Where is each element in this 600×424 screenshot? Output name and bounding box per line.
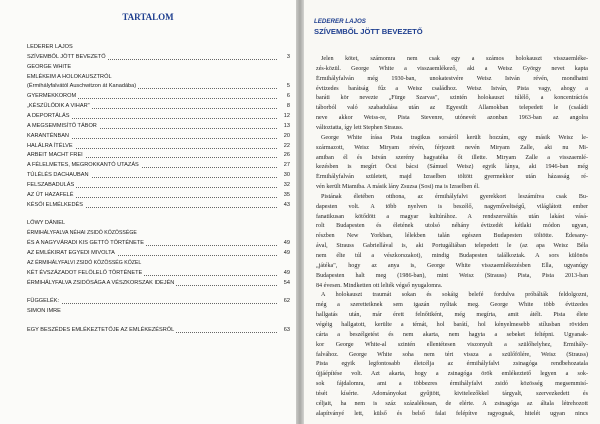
toc-author — [27, 73, 295, 82]
toc-page-number: 5 — [286, 83, 290, 90]
book-gutter — [296, 0, 304, 424]
toc-page-number: 13 — [283, 122, 290, 129]
toc-entry-title: SIMON IMRE — [27, 308, 61, 315]
toc-page-number: 6 — [286, 93, 290, 100]
toc-entry — [27, 191, 295, 200]
toc-entry-title: FELSZABADULÁS — [27, 181, 75, 188]
toc-author — [27, 43, 295, 52]
toc-entry-title: LEDERER LAJOS — [27, 44, 73, 50]
toc-entry-title: FÜGGELÉK: — [27, 298, 60, 305]
toc-entry — [27, 161, 295, 170]
body-text-line: származott, Weisz Miryam révén, férjezett nevén Miryam Zalle, aki nu Mi- — [316, 144, 588, 151]
body-text-line: 84 évesen. Mindketten ott lelték végső nyugalomra. — [316, 282, 443, 289]
toc-page-number: 49 — [283, 240, 290, 247]
toc-page-number: 49 — [283, 269, 290, 276]
toc-entry — [27, 171, 295, 180]
body-text-line: „játéka", hogy az anya is, George White visszaemlékezésben Ella, ugyanúgy — [316, 262, 588, 269]
toc-page-number: 26 — [283, 152, 290, 159]
body-text-line: részben New Yorkban, lélekben talán egészen Budapesten töltötte. Édesany- — [316, 233, 588, 240]
toc-page-number: 12 — [283, 112, 290, 119]
chapter-author: LEDERER LAJOS — [314, 18, 366, 25]
chapter-title: SZÍVEMBŐL JÖTT BEVEZETŐ — [314, 27, 423, 36]
toc-page-number: 8 — [286, 103, 290, 110]
body-text-line: évtizedes barátság fűz a Weisz családhoz. Weisz István, Pista vagy, ahogy a — [316, 85, 588, 92]
toc-entry — [27, 259, 295, 268]
toc-author — [27, 63, 295, 72]
toc-entry — [27, 279, 295, 288]
toc-entry — [27, 201, 295, 210]
toc-entry — [27, 122, 295, 131]
toc-entry — [27, 112, 295, 121]
body-text-line: neve akkor Weiss-re, Pista Stevenre, utónevét azonban 1963-ban az angolra — [316, 115, 588, 122]
toc-entry-title: AZ ÉRMIHÁLYFALVI ZSIDÓ KÖZÖSSÉG KÖZEL — [27, 259, 142, 266]
body-text-line: George White írása Pista tragikus sorsáról került hozzám, egy másik Weisz le- — [321, 134, 588, 141]
right-page — [304, 0, 600, 424]
toc-page-number: 27 — [283, 162, 290, 169]
toc-entry — [27, 229, 295, 238]
toc-entry-title: ÉRMIHÁLYFALVA ZSIDÓSÁGA A VÉSZKORSZAK IDEJÉN — [27, 279, 175, 286]
toc-entry-title: EGY BESZÉDES EMLÉKEZTETŐJE AZ EMLÉKEZÉSRŐL — [27, 327, 175, 334]
toc-page-number: 35 — [283, 191, 290, 198]
toc-entry — [27, 132, 295, 141]
body-text-line: végéig hallgatott, kerülte a témát, hol barátí, hol kényelmesebb stílusban röviden — [316, 321, 588, 328]
toc-entry-title: GEORGE WHITE — [27, 63, 72, 70]
body-text-line: amiban él és István szerény hagyatéka őt illette. Miryam Zalle a visszaemlé- — [316, 154, 588, 161]
toc-entry-title: SZÍVEMBŐL JÖTT BEVEZETŐ — [27, 53, 106, 60]
body-text-line: céljait, ha nem is száz százalékosan, de elérte. A zsinagóga az általa létrehozott — [316, 400, 588, 407]
body-text-line: falvához. George White soha nem tért vissza a szülőfölére, Weisz (Strauss) — [316, 351, 588, 358]
body-text-line: alapítványé lett, külső és belső falai felépítve ragyognak, hitelét ugyan nincs — [316, 410, 588, 417]
toc-entry — [27, 102, 295, 111]
toc-entry — [27, 142, 295, 151]
body-text-line: még a szeretteiknek sem igazán nyíltak meg. George White több évtizedes — [316, 302, 588, 309]
body-text-line: újjáépítése volt. Azt akarta, hogy a zsinagóga örök emlékeztető legyen a sok- — [316, 371, 588, 378]
body-text-line: A holokauszt traumát sokan és sokáig belefé fordulva próbálták feldolgozni, — [321, 292, 588, 299]
body-text-line: táborból való szabadulása után az Egyesült Államokban telepedett le (családi — [316, 105, 588, 112]
toc-entry-title: HALÁLRA ÍTÉLVE — [27, 142, 73, 149]
toc-leader-dots — [27, 303, 277, 304]
toc-author — [27, 307, 295, 316]
toc-entry — [27, 239, 295, 248]
body-text-line: változtatta, így lett Stephen Strauss. — [316, 124, 404, 131]
toc-title: TARTALOM — [122, 12, 174, 22]
body-text-line: baráti kör nevezte „Fürge Szarvas", szintén holokauszt túlélő, a koncentrációs — [316, 95, 588, 102]
toc-page-number: 20 — [283, 132, 290, 139]
toc-page-number: 62 — [283, 298, 290, 305]
toc-author — [27, 219, 295, 228]
toc-entry-title: „KÉSZÜLŐDIK A VIHAR" — [27, 103, 90, 110]
body-text-line: cárta a beszélgetést és nem akarta, nem hagyta a sebeket feltépni. Ugyanak- — [316, 331, 588, 338]
body-text-line: dapesten volt. A több nyelven is beszélő, nagyműveltségű, világlátott ember — [316, 203, 588, 210]
toc-page-number: 49 — [283, 250, 290, 256]
toc-entry-title: LŐWY DÁNIEL — [27, 220, 66, 227]
body-text-line: tését kísérte. Adományokat gyűjtött, kivitelezőkkel tárgyalt, szervezkedett és — [316, 390, 588, 397]
body-text-line: kezésben is megírt Öcsi bácsi (Sámuel Weisz) egyik lánya, aki 1946-ban még — [316, 164, 588, 171]
toc-entry — [27, 249, 295, 258]
toc-entry — [27, 92, 295, 101]
toc-page-number: 3 — [286, 53, 290, 60]
body-text-line: Budapesten halt meg (1986-ban), mint Weisz (Strauss) Pista, Pista 2013-ban — [316, 272, 588, 279]
toc-page-number: 32 — [283, 181, 290, 188]
toc-entry-title: (Érmihályfalvától Auschwitzon át Kanadába) — [27, 83, 137, 90]
toc-page-number: 30 — [283, 172, 290, 179]
toc-entry — [27, 181, 295, 190]
body-text-line: rolt Budapesten és életének utolsó néhány évtizedét kétlaki módon ugyan, — [316, 223, 588, 230]
toc-page-number: 54 — [283, 279, 290, 286]
body-text-line: Érmihályfalván még 1930-ban, unokatestvére Weisz István révén, mondhatni — [316, 75, 588, 82]
toc-page-number: 43 — [283, 201, 290, 208]
body-text-line: sok fájdalomra, ami a többezres érmihályfalvi zsidó közösség megsemmisí- — [316, 381, 588, 388]
toc-entry-title: KÉT ÉVSZÁZADOT FELÖLELŐ TÖRTÉNETE — [27, 269, 143, 276]
body-text-line: Érmihályfalván született, majd Izraelben töltött gyermekkor után házasság ré- — [316, 174, 588, 181]
toc-page-number: 63 — [283, 327, 290, 334]
toc-entry-title: EMLÉKEIM A HOLOKAUSZTRÓL — [27, 73, 112, 80]
body-text-line: kor George White-al szintén ellentétesen viszonyult a szülőhelyhez, Érmihály- — [316, 341, 588, 348]
toc-entry — [27, 151, 295, 160]
toc-entry — [27, 53, 295, 62]
toc-entry-title: GYERMEKKOROM — [27, 93, 77, 100]
toc-entry-title: KÉSŐI ELMÉLKEDÉS — [27, 201, 83, 208]
body-text-line: hallgatás után, már érett felnőttként, még megírta, amit átélt. Pista élete — [316, 312, 588, 319]
left-page — [0, 0, 296, 424]
toc-entry — [27, 326, 295, 335]
toc-entry-title: A MEGSEMMISÍTŐ TÁBOR — [27, 122, 97, 129]
toc-entry-title: ARBEIT MACHT FREI — [27, 152, 83, 159]
body-text-line: Pista egyik legfontosabb életcélja az érmihályfalvi zsinagóga rendbehozatala — [316, 361, 588, 368]
toc-entry-title: KARANTÉNBAN — [27, 132, 69, 139]
body-text-line: Jelen kötet, számomra nem csak egy a számos holokauszt visszaemléke- — [321, 56, 588, 62]
toc-entry-title: A FÉLELMETES, MEGROKKANTÓ UTAZÁS — [27, 162, 139, 169]
toc-entry — [27, 297, 295, 306]
body-text-line: Pistának életében otthona, az érmihályfalvi gyerekkort leszámítva csak Bu- — [321, 193, 588, 200]
toc-entry-title: ÉRMIHÁLYFALVA NÉHAI ZSIDÓ KÖZÖSSÉGE — [27, 230, 137, 237]
toc-entry — [27, 82, 295, 91]
toc-entry-title: ÉS A NAGYVÁRADI KIS GETTÓ TÖRTÉNETE — [27, 240, 144, 247]
body-text-line: vén került Miamiba. A másik lány Zsuzsa (Sosi) ma is Izraelben él. — [316, 184, 480, 191]
toc-page-number: 22 — [283, 142, 290, 149]
body-text-line: nem élte túl a vészkorszakot), mindig Budapesten találkoztak. A sors különös — [316, 253, 588, 259]
body-text-line: zés-közül. George White a visszaemlékező, aki a Weisz György nevet kapta — [316, 65, 588, 72]
toc-entry-title: AZ ÚT HAZAFELÉ — [27, 191, 74, 198]
toc-entry-title: AZ EMLÉKIRAT EGYEDI MIVOLTA — [27, 250, 115, 256]
body-text-line: ával, Strauss Gabriellával is, aki Portugáliában telepedett le (az apa Weisz Béla — [316, 243, 588, 250]
toc-entry-title: TÚLÉLÉS DACHAUBAN — [27, 172, 89, 179]
toc-entry-title: A DEPORTÁLÁS — [27, 112, 70, 119]
body-text-line: fanatikusan kötődött a magyar kultúrához. A rendszerváltás után lakást vásá- — [316, 213, 588, 220]
toc-entry — [27, 269, 295, 278]
